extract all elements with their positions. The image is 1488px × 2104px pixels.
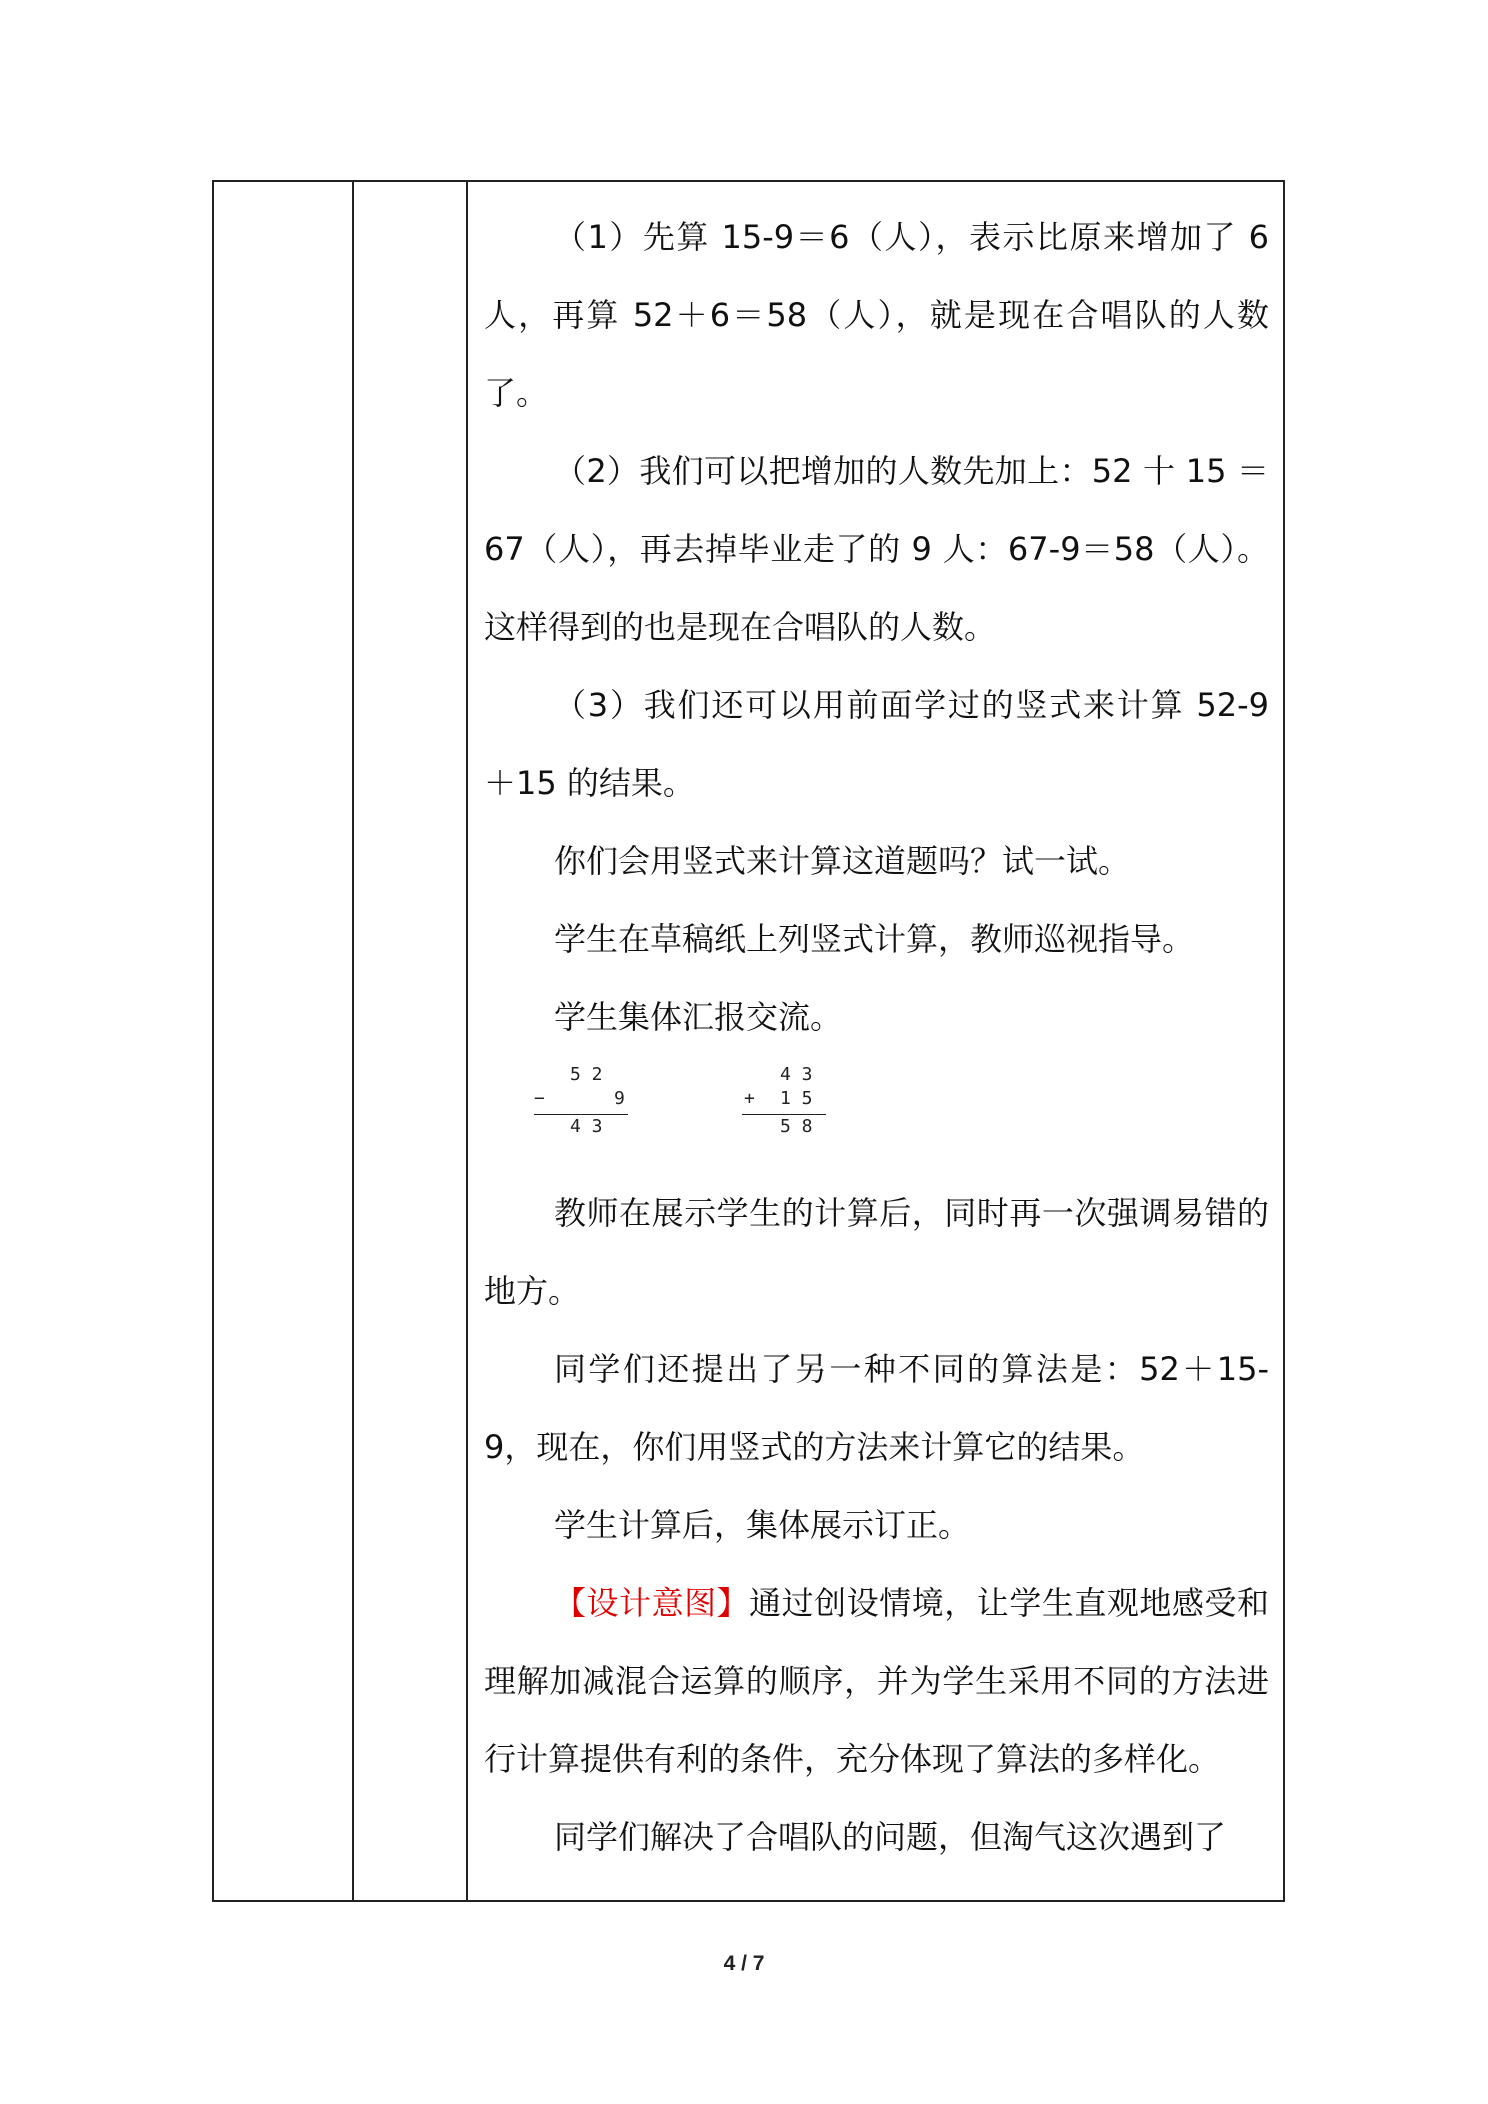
page-number: 4 / 7 xyxy=(723,1952,765,1975)
paragraph-method-3: （3）我们还可以用前面学过的竖式来计算 52-9 ＋15 的结果。 xyxy=(484,686,1269,802)
paragraph-method-2: （2）我们可以把增加的人数先加上：52 十 15 ＝67（人），再去掉毕业走了的 9 人：67-9＝58（人）。这样得到的也是现在合唱队的人数。 xyxy=(484,452,1269,646)
table-cell-empty-2 xyxy=(353,181,467,1901)
paragraph-try-it: 你们会用竖式来计算这道题吗？试一试。 xyxy=(554,842,1131,880)
paragraph-method-1: （1）先算 15-9＝6（人），表示比原来增加了 6 人，再算 52＋6＝58（人），就是现在合唱队的人数了。 xyxy=(484,218,1269,412)
design-intent-label: 【设计意图】 xyxy=(554,1584,750,1622)
calc-operand: 9 xyxy=(614,1088,625,1109)
paragraph-correction: 学生计算后，集体展示订正。 xyxy=(554,1506,971,1544)
calc-top-number: 5 2 xyxy=(570,1064,603,1085)
vertical-calculations xyxy=(484,1058,1269,1168)
paragraph-alternative-method: 同学们还提出了另一种不同的算法是：52＋15-9，现在，你们用竖式的方法来计算它的结果。 xyxy=(484,1350,1269,1466)
table-cell-empty-1 xyxy=(213,181,353,1901)
paragraph-report: 学生集体汇报交流。 xyxy=(554,998,843,1036)
paragraph-teacher-emphasis: 教师在展示学生的计算后，同时再一次强调易错的地方。 xyxy=(484,1194,1269,1310)
lesson-content-cell xyxy=(467,181,1284,1901)
paragraph-continuation: 同学们解决了合唱队的问题，但淘气这次遇到了 xyxy=(554,1818,1227,1856)
calc-top-number: 4 3 xyxy=(780,1064,813,1085)
calc-result: 5 8 xyxy=(780,1116,813,1137)
paragraph-design-intent xyxy=(484,1564,1269,1798)
calc-result: 4 3 xyxy=(570,1116,603,1137)
calc-operator: − xyxy=(534,1088,545,1109)
lesson-table xyxy=(212,180,1285,1902)
calc-operator: + xyxy=(744,1088,755,1109)
calc-operand: 1 5 xyxy=(780,1088,813,1109)
calc-rule xyxy=(742,1114,826,1115)
design-intent-text: 通过创设情境，让学生直观地感受和理解加减混合运算的顺序，并为学生采用不同的方法进行计算提供有利的条件，充分体现了算法的多样化。 xyxy=(484,1584,1269,1778)
paragraph-draft-paper: 学生在草稿纸上列竖式计算，教师巡视指导。 xyxy=(554,920,1195,958)
calc-rule xyxy=(534,1114,628,1115)
